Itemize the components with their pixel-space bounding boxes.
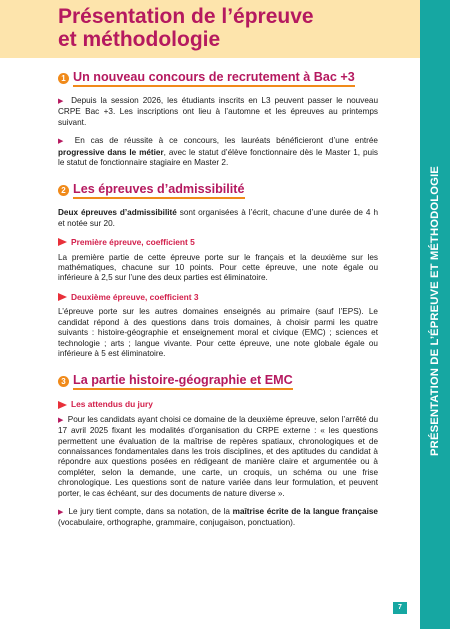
section-1-number: 1 xyxy=(58,73,69,84)
section-1-bullet-2: ▶ En cas de réussite à ce concours, les lauréats bénéficieront d’une entrée progressive dans le métier, avec le statut d’élève fonctionnaire dès le Master 1, puis le statut de fonctionnaire stagiaire en Master 2. xyxy=(58,136,378,168)
section-1-title: Un nouveau concours de recrutement à Bac +3 xyxy=(73,70,355,87)
subsection-second-exam-title: Deuxième épreuve, coefficient 3 xyxy=(71,291,199,302)
section-1-bullet-1: ▶ Depuis la session 2026, les étudiants inscrits en L3 peuvent passer le nouveau CRPE Bac +3. Les inscriptions ont lieu à l’automne et les épreuves au printemps suivant. xyxy=(58,96,378,127)
subsection-second-exam-heading xyxy=(58,292,378,302)
main-content xyxy=(58,70,378,537)
subsection-jury-heading xyxy=(58,399,378,409)
bullet-arrow-icon: ▶ xyxy=(58,508,64,516)
section-3-number: 3 xyxy=(58,376,69,387)
bullet-arrow-icon: ▶ xyxy=(58,98,66,105)
subsection-first-exam-text: La première partie de cette épreuve porte sur le français et la deuxième sur les mathématiques, chacune sur 10 points. Pour cette épreuve, une note égale ou inférieure à 2,5 sur l’une des deux parties est éliminatoire. xyxy=(58,252,378,283)
section-2-number: 2 xyxy=(58,185,69,196)
subsection-jury-title: Les attendus du jury xyxy=(71,399,153,410)
page-title-line1: Présentation de l’épreuve xyxy=(58,5,314,28)
page-number: 7 xyxy=(393,602,407,614)
section-3-bullet-2: ▶ Le jury tient compte, dans sa notation, de la maîtrise écrite de la langue française (vocabulaire, orthographe, grammaire, conjugaison, ponctuation). xyxy=(58,506,378,528)
bullet-arrow-icon: ▶ xyxy=(58,138,67,146)
section-2-intro: Deux épreuves d’admissibilité sont organisées à l’écrit, chacune d’une durée de 4 h et notée sur 20. xyxy=(58,208,378,228)
section-2-title: Les épreuves d’admissibilité xyxy=(73,182,245,199)
section-1-heading xyxy=(58,70,378,87)
page-title-line2: et méthodologie xyxy=(58,28,221,51)
section-3-heading xyxy=(58,373,378,390)
side-label: PRÉSENTATION DE L’ÉPREUVE ET MÉTHODOLOGIE xyxy=(429,166,441,456)
bullet-arrow-icon: ▶ xyxy=(58,416,64,424)
subsection-first-exam-heading xyxy=(58,237,378,247)
arrow-right-icon xyxy=(58,401,67,409)
subsection-second-exam-text: L’épreuve porte sur les autres domaines enseignés au primaire (sauf l’EPS). Le candidat répond à des questions dans trois domaines, à choisir parmi les quatre suivants : histoire-géographie et enseignement moral et civique (EMC) ; sciences et technologie ; arts ; langue vivante. Pour cette épreuve, une note globale égale ou inférieure à 5 est éliminatoire. xyxy=(58,307,378,358)
page-title xyxy=(58,5,314,51)
arrow-right-icon xyxy=(58,293,67,301)
section-2-heading xyxy=(58,182,378,199)
section-3-title: La partie histoire-géographie et EMC xyxy=(73,373,293,390)
subsection-first-exam-title: Première épreuve, coefficient 5 xyxy=(71,237,195,248)
arrow-right-icon xyxy=(58,238,67,246)
section-3-bullet-1: ▶ Pour les candidats ayant choisi ce domaine de la deuxième épreuve, selon l’arrêté du 17 avril 2025 fixant les modalités d’organisation du CRPE externe : « les questions permettent une évaluation de la maîtrise de repères spatiaux, chronologiques et de connaissances fondamentales dans les trois disciplines, et des aptitudes du candidat à répondre aux questions posées en rédigeant de manière claire et argumentée ou à compléter, selon la demande, une carte, un croquis, un schéma ou une frise chronologique. Les questions sont de nature variée dans leur formulation, et peuvent porter, le cas échéant, sur des documents de nature diverse ». xyxy=(58,414,379,498)
